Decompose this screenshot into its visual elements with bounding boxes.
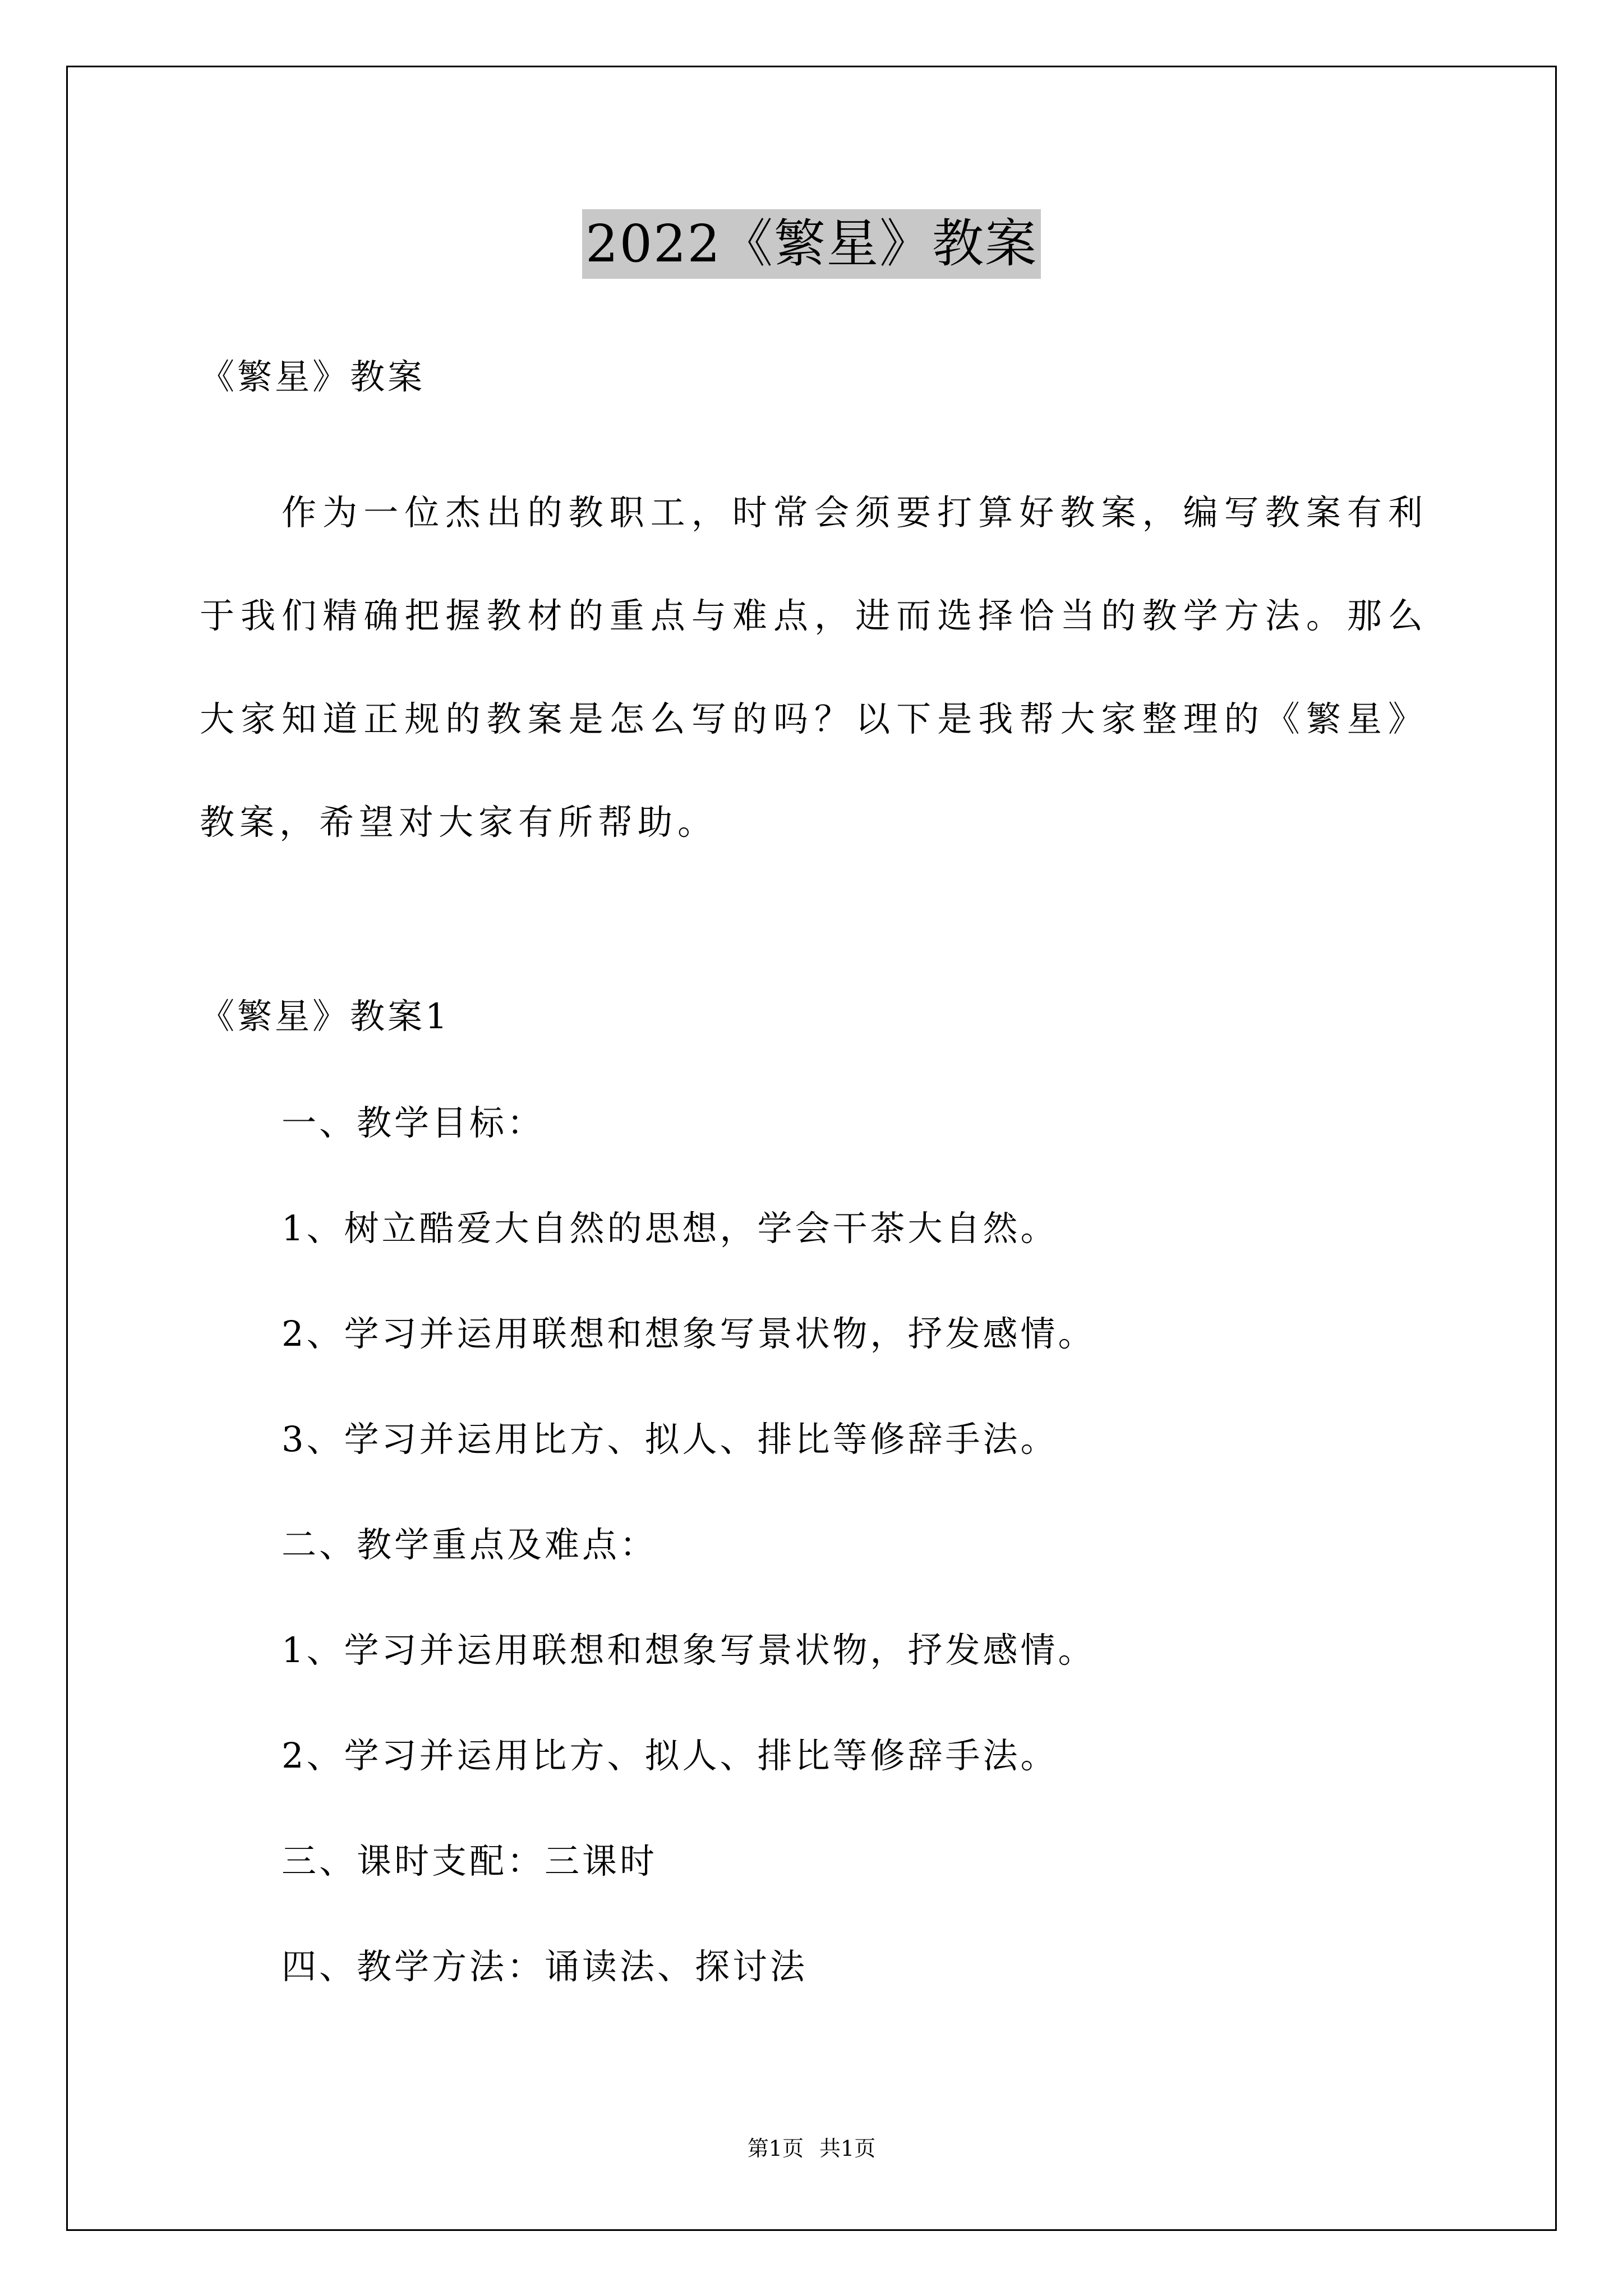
page-footer (0, 2134, 1623, 2162)
body-line: 一、教学目标： (282, 1102, 545, 1143)
document-title: 2022《繁星》教案 (582, 209, 1041, 279)
body-line: 1、树立酷爱大自然的思想，学会干茶大自然。 (282, 1208, 1058, 1249)
title-container (0, 209, 1623, 279)
body-line: 1、学习并运用联想和想象写景状物，抒发感情。 (282, 1630, 1096, 1671)
page-number: 第1页 (747, 2136, 804, 2161)
document-heading: 《繁星》教案 (200, 356, 426, 397)
page-total: 共1页 (819, 2136, 876, 2161)
section-heading: 《繁星》教案1 (200, 996, 450, 1037)
body-line: 四、教学方法：诵读法、探讨法 (282, 1946, 808, 1987)
body-line: 二、教学重点及难点： (282, 1524, 658, 1565)
body-line: 3、学习并运用比方、拟人、排比等修辞手法。 (282, 1419, 1058, 1460)
body-line: 三、课时支配：三课时 (282, 1841, 658, 1881)
intro-paragraph: 作为一位杰出的教职工，时常会须要打算好教案，编写教案有利于我们精确把握教材的重点与难点，进而选择恰当的教学方法。那么大家知道正规的教案是怎么写的吗？以下是我帮大家整理的《繁星》教案，希望对大家有所帮助。 (200, 492, 1428, 843)
body-line: 2、学习并运用联想和想象写景状物，抒发感情。 (282, 1313, 1096, 1354)
body-line: 2、学习并运用比方、拟人、排比等修辞手法。 (282, 1735, 1058, 1776)
